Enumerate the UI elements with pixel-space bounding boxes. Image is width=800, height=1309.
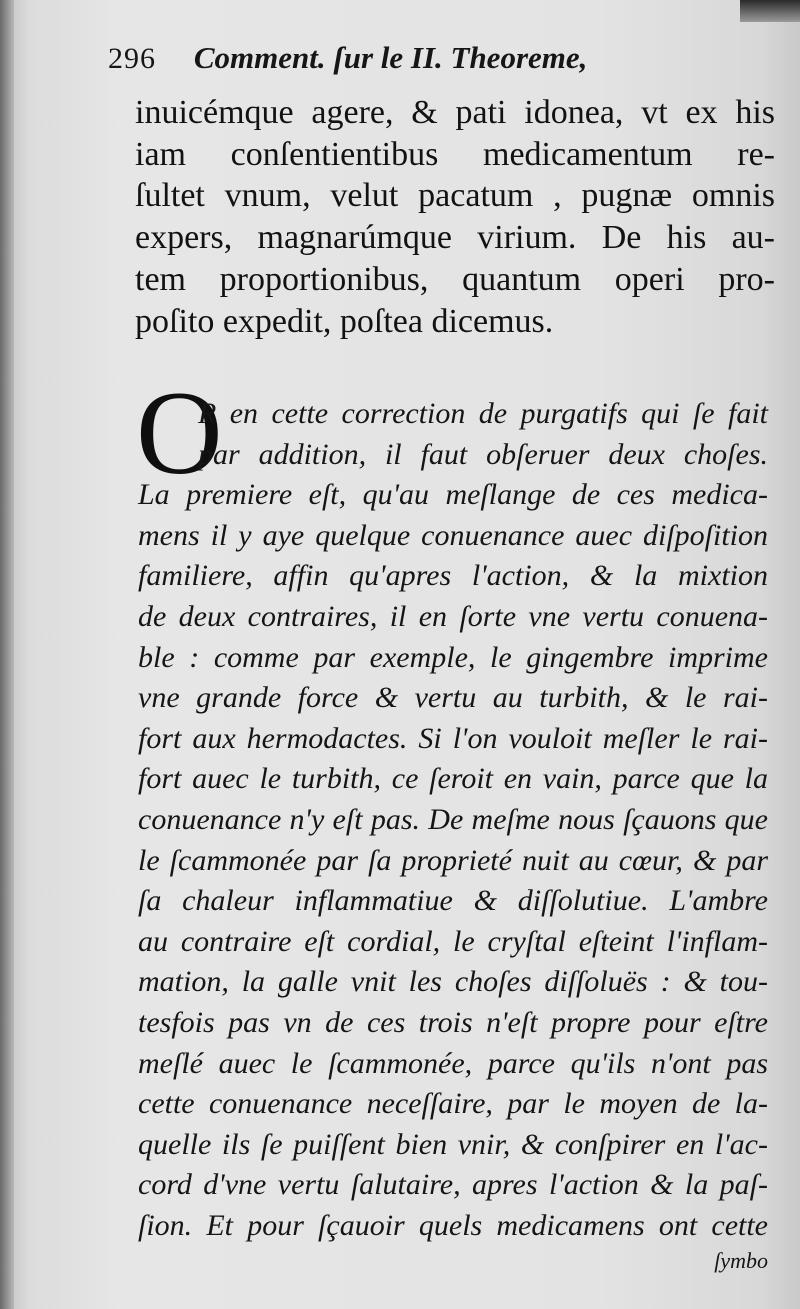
text-line: ble : comme par exemple, le gingembre imprime	[138, 640, 768, 674]
drop-cap: O	[136, 366, 223, 499]
text-line: conuenance n'y eſt pas. De meſme nous ſçauons que	[138, 802, 768, 836]
text-line: mens il y aye quelque conuenance auec diſpoſition	[138, 518, 768, 552]
page-number: 296	[108, 42, 156, 75]
text-line: le ſcammonée par ſa proprieté nuit au cœur, & par	[138, 843, 768, 877]
text-line: inuicémque agere, & pati idonea, vt ex his	[135, 94, 775, 131]
text-line: ſion. Et pour ſçauoir quels medicamens ont cette	[138, 1208, 768, 1242]
latin-paragraph	[135, 92, 775, 342]
text-line: ſultet vnum, velut pacatum , pugnæ omnis	[135, 177, 775, 215]
text-line: fort auec le turbith, ce ſeroit en vain, parce que la	[138, 762, 768, 796]
text-line: vne grande force & vertu au turbith, & le rai-	[138, 681, 768, 715]
text-line: de deux contraires, il en ſorte vne vertu conuena-	[138, 599, 768, 633]
text-line: meſlé auec le ſcammonée, parce qu'ils n'ont pas	[138, 1046, 768, 1080]
text-line: par addition, il faut obſeruer deux choſes.	[198, 437, 768, 471]
text-line: mation, la galle vnit les choſes diſſoluës : & tou-	[138, 965, 768, 999]
page-corner-shadow	[740, 0, 800, 22]
running-header	[108, 40, 668, 88]
text-line: cette conuenance neceſſaire, par le moyen de la-	[138, 1087, 768, 1121]
text-line: expers, magnarúmque virium. De his au-	[135, 219, 775, 257]
text-line: poſito expedit, poſtea dicemus.	[135, 302, 554, 340]
text-line: familiere, affin qu'apres l'action, & la mixtion	[138, 559, 768, 593]
text-line: tem proportionibus, quantum operi pro-	[135, 260, 775, 298]
text-line: La premiere eſt, qu'au meſlange de ces medica-	[138, 478, 768, 512]
text-line: fort aux hermodactes. Si l'on vouloit meſler le rai-	[138, 721, 768, 755]
text-line: ſa chaleur inflammatiue & diſſolutiue. L'ambre	[138, 884, 768, 918]
french-paragraph	[138, 394, 768, 1276]
text-line: iam conſentientibus medicamentum re-	[135, 135, 775, 173]
running-title: Comment. ſur le II. Theoreme,	[193, 40, 588, 75]
text-line: au contraire eſt cordial, le cryſtal eſteint l'inflam-	[138, 924, 768, 958]
text-line: R en cette correction de purgatifs qui ſe fait	[198, 397, 768, 430]
page-gutter-shadow	[0, 0, 14, 1309]
text-line: cord d'vne vertu ſalutaire, apres l'action & la paſ-	[138, 1168, 768, 1202]
catchword: ſymbo	[714, 1248, 768, 1274]
text-line: tesfois pas vn de ces trois n'eſt propre pour eſtre	[138, 1005, 768, 1039]
text-line: quelle ils ſe puiſſent bien vnir, & conſpirer en l'ac-	[138, 1127, 768, 1161]
